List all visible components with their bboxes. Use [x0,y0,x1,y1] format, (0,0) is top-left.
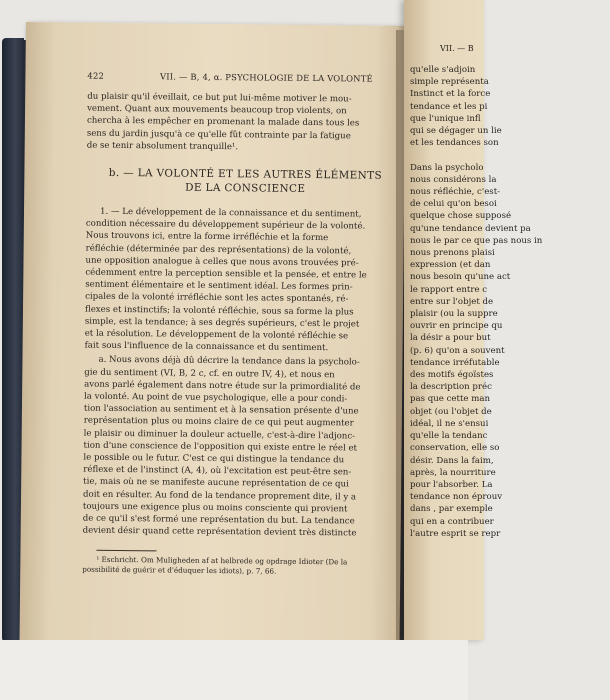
right-text-line: objet (ou l'objet de [410,406,492,417]
text-line: flexes et instinctifs; la volonté réfléchie, sous sa forme la plus [84,304,354,318]
text-line: cédemment entre la perception sensible et la pensée, et entre le [85,267,367,281]
right-text-line: simple représenta [410,77,489,88]
right-text-line: ouvrir en principe qu [410,321,503,332]
right-text-line: quelque chose supposé [410,211,512,222]
right-text-line: qu'elle s'adjoin [410,65,476,75]
text-line: de ce qu'il s'est formé une représentation du but. La tendance [82,513,355,527]
paragraph-2 [83,354,403,540]
text-line: réflexe et de l'instinct (A, 4), où l'excitation est peut-être sen- [83,464,352,478]
text-line: 1. — Le développement de la connaissance et du sentiment, [99,206,362,220]
right-text-line: désir. Dans la faim, [410,455,494,466]
text-line: simple, est la tendance; à ses degrés supérieurs, c'est le projet [84,316,360,330]
right-page [404,0,543,640]
text-line: a. Nous avons déjà dû décrire la tendance dans la psycholo- [98,355,360,368]
right-running-head: VII. — B [440,44,474,53]
text-line: sens du jardin jusqu'à ce qu'elle fût contrainte par la fatigue [86,128,351,142]
text-line: sentiment élémentaire et le sentiment idéal. Les formes prin- [85,279,353,293]
text-line: condition nécessaire du développement supérieur de la volonté. [85,218,366,232]
section-title-line-1: b. — LA VOLONTÉ ET LES AUTRES ÉLÉMENTS [108,166,383,182]
right-text-line: nous réfléchie, c'est- [410,187,501,198]
right-text-line: (p. 6) qu'on a souvent [410,345,505,356]
text-line: vement. Quant aux mouvements beaucoup trop violents, on [87,103,347,117]
right-text-line: de celui qu'on besoi [410,199,497,210]
footnote-line-1: ¹ Eschricht. Om Muligheden af at helbrede og opdrage Idioter (De la [96,554,348,566]
left-page [20,22,406,646]
text-line: du plaisir qu'il éveillait, ce but put lui-même motiver le mou- [87,91,352,105]
running-title: VII. — B, 4, α. PSYCHOLOGIE DE LA VOLONTÉ [159,71,373,84]
running-head [87,71,405,84]
right-text-line: conservation, elle so [410,443,500,454]
right-text-line: l'autre esprit se repr [410,528,501,539]
section-title-line-2: DE LA CONSCIENCE [185,181,306,195]
right-text-line: idéal, il ne s'ensui [410,418,489,429]
text-line: chercha à les empêcher en promenant la malade dans tous les [86,116,360,129]
text-line: le possible ou le futur. C'est ce qui distingue la tendance du [83,452,345,466]
text-line: une opposition analogue à celles que nous avons trouvées pré- [85,255,359,269]
right-text-line: pas que cette man [410,394,491,405]
right-text-line: tendance irréfutable [410,357,500,368]
text-line: devient désir quand cette représentation devient très distincte [82,525,357,539]
carryover-paragraph [87,91,406,155]
right-text-line: qui en a contribuer [410,516,494,527]
right-text-line: entre sur l'objet de [410,296,494,307]
right-text-line: la désir a pour but [410,333,491,344]
right-text-line [410,149,610,161]
right-text-line: plaisir (ou la suppre [410,309,498,320]
text-line: Nous trouvons ici, entre la forme irréfléchie et la forme [85,231,329,244]
right-text-line: nous besoin qu'une act [410,272,511,283]
text-line: doit en résulter. Au fond de la tendance proprement dite, il y a [83,489,357,503]
right-text-line: la description préc [410,382,492,393]
text-line: tie, mais où ne se manifeste aucune représentation de ce qui [83,477,349,490]
text-line: cipales de la volonté irréfléchie sont les actes spontanés, ré- [85,292,349,305]
text-line: gie du sentiment (VI, B, 2 c, cf. en outre IV, 4), et nous en [84,367,335,380]
right-text-line: tendance non éprouv [410,492,503,503]
left-page-content [82,71,405,578]
text-line: représentation plus ou moins claire de ce qui peut augmenter [83,416,354,429]
right-text-line: nous considérons la [410,174,497,185]
footnote-rule [96,549,156,551]
text-line: le plaisir ou diminuer la douleur actuelle, c'est-à-dire l'adjonc- [83,428,356,442]
right-text-line: des motifs égoïstes [410,370,494,381]
text-line: fait sous l'influence de la connaissance et du sentiment. [84,340,329,354]
right-text-line: et les tendances son [410,138,499,149]
page-number: 422 [87,70,105,81]
right-text-line: qu'une tendance devient pa [410,223,531,234]
right-text-line: qu'elle la tendanc [410,431,488,442]
right-text-line: nous prenons plaisi [410,248,495,259]
right-page-text [410,64,610,540]
right-text-line: nous le par ce que pas nous in [410,235,543,246]
text-line: de se tenir absolument tranquille¹. [86,140,239,153]
text-line: la volonté. Au point de vue psychologique, elle a pour condi- [84,391,348,405]
text-line: tion d'une conscience de l'opposition qui existe entre le réel et [83,440,358,454]
footnote-line-2: possibilité de guérir et d'éduquer les idiots), p. 7, 66. [82,564,277,576]
text-line: tion l'association au sentiment et à la sensation présente d'une [83,403,359,417]
text-line: toujours une exigence plus ou moins consciente qui provient [82,501,348,515]
right-text-line: après, la nourriture [410,467,496,478]
right-text-line: Dans la psycholo [410,162,484,173]
text-line: avons parlé également dans notre étude sur la primordialité de [84,379,361,393]
right-text-line: expression (et dan [410,260,491,271]
text-line: réfléchie (déterminée par des représentations) de la volonté, [85,243,352,257]
section-title [86,166,404,197]
background-surface [0,640,468,700]
right-text-line: tendance et les pi [410,101,488,112]
right-text-line: le rapport entre c [410,284,488,295]
right-text-line: pour l'absorber. La [410,479,493,490]
paragraph-1 [85,206,405,356]
right-text-line: que l'unique infl [410,113,481,124]
right-text-line: qui se dégager un lie [410,126,502,137]
right-text-line: dans , par exemple [410,504,493,515]
text-line: et la résolution. Le développement de la volonté réfléchie se [84,328,349,342]
right-text-line: Instinct et la force [410,89,491,100]
